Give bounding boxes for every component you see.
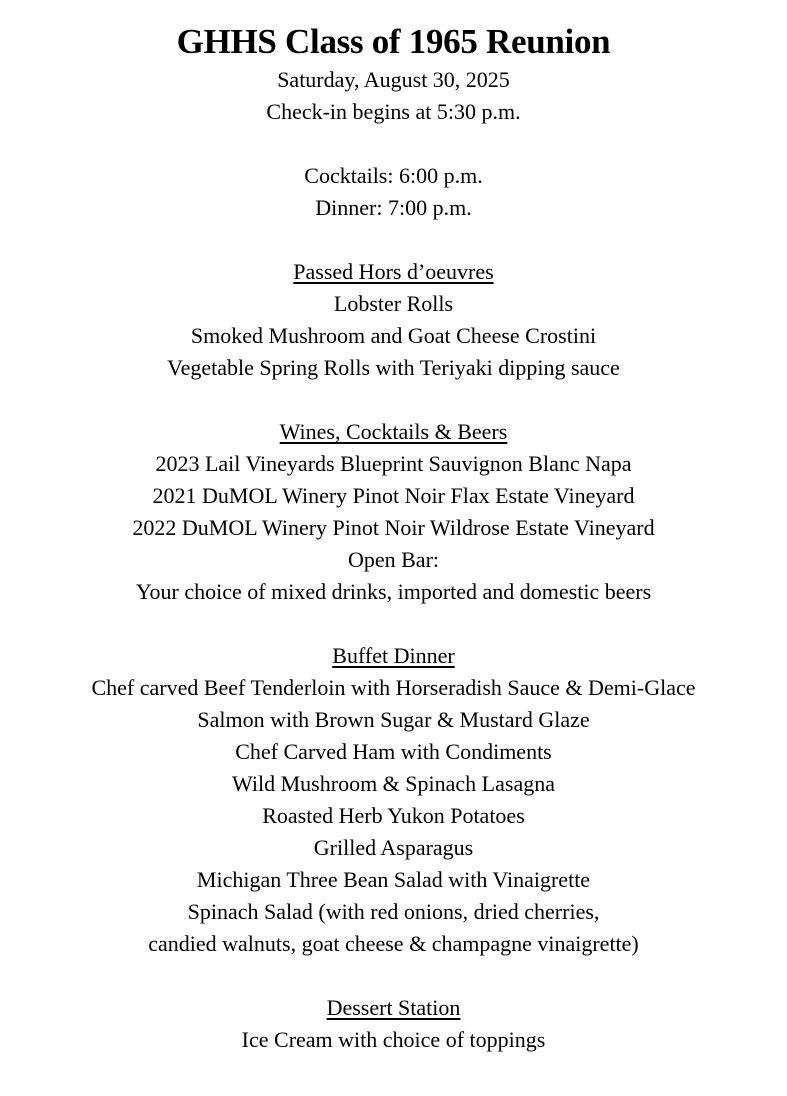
spacer — [0, 224, 787, 256]
spacer — [0, 960, 787, 992]
menu-item: Michigan Three Bean Salad with Vinaigrette — [196, 867, 591, 892]
menu-item: Vegetable Spring Rolls with Teriyaki dipping sauce — [167, 355, 620, 380]
dinner-time: Dinner: 7:00 p.m. — [315, 195, 472, 220]
buffet-section — [0, 640, 787, 960]
section-heading-hors: Passed Hors d’oeuvres — [293, 259, 494, 284]
menu-item: Your choice of mixed drinks, imported and domestic beers — [135, 579, 652, 604]
menu-item: Smoked Mushroom and Goat Cheese Crostini — [190, 323, 597, 348]
spacer — [0, 608, 787, 640]
menu-item: Grilled Asparagus — [313, 835, 474, 860]
menu-item: Wild Mushroom & Spinach Lasagna — [232, 771, 555, 796]
spacer — [0, 128, 787, 160]
menu-item: Open Bar: — [347, 547, 440, 572]
menu-item: candied walnuts, goat cheese & champagne vinaigrette) — [148, 931, 639, 956]
hors-section — [0, 256, 787, 384]
section-heading-buffet: Buffet Dinner — [332, 643, 455, 668]
event-date: Saturday, August 30, 2025 — [277, 67, 510, 92]
section-heading-dessert: Dessert Station — [326, 995, 461, 1020]
menu-item: 2022 DuMOL Winery Pinot Noir Wildrose Estate Vineyard — [132, 515, 655, 540]
dessert-section — [0, 992, 787, 1056]
menu-item: Roasted Herb Yukon Potatoes — [262, 803, 525, 828]
wines-section — [0, 416, 787, 608]
menu-item: 2023 Lail Vineyards Blueprint Sauvignon Blanc Napa — [155, 451, 632, 476]
menu-item: Salmon with Brown Sugar & Mustard Glaze — [197, 707, 590, 732]
page-title: GHHS Class of 1965 Reunion — [176, 22, 611, 61]
menu-item: Ice Cream with choice of toppings — [241, 1027, 546, 1052]
cocktails-time: Cocktails: 6:00 p.m. — [304, 163, 483, 188]
menu-item: 2021 DuMOL Winery Pinot Noir Flax Estate Vineyard — [152, 483, 635, 508]
menu-item: Lobster Rolls — [333, 291, 454, 316]
menu-item: Chef carved Beef Tenderloin with Horseradish Sauce & Demi-Glace — [91, 675, 696, 700]
menu-item: Chef Carved Ham with Condiments — [235, 739, 552, 764]
menu-item: Spinach Salad (with red onions, dried cherries, — [187, 899, 600, 924]
checkin-time: Check-in begins at 5:30 p.m. — [266, 99, 521, 124]
section-heading-wines: Wines, Cocktails & Beers — [279, 419, 508, 444]
spacer — [0, 384, 787, 416]
